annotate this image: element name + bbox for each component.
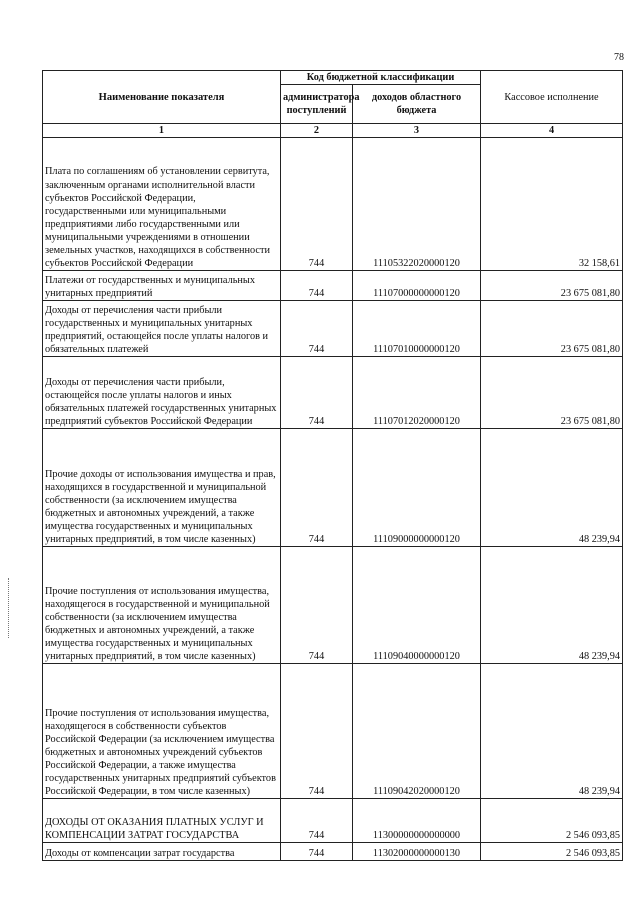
row-name: Плата по соглашениям об установлении сервитута, заключенным органами исполнительной власти субъектов Российской Федерации, государственными или муниципальными предприятиями либо государственными или муниципальными учреждениями в отношении земельных участков, находящихся в собственности субъектов Российской Федерации xyxy=(43,138,281,271)
row-name: Платежи от государственных и муниципальных унитарных предприятий xyxy=(43,271,281,301)
header-regional-budget-revenue: доходов областного бюджета xyxy=(353,85,481,124)
header-admin-of-revenue: администратора поступлений xyxy=(281,85,353,124)
page-number: 78 xyxy=(614,52,624,63)
column-number: 1 xyxy=(43,124,281,138)
row-admin-code: 744 xyxy=(281,664,353,799)
row-budget-code: 11107010000000120 xyxy=(353,301,481,357)
row-amount: 2 546 093,85 xyxy=(481,799,623,843)
row-amount: 23 675 081,80 xyxy=(481,357,623,429)
row-admin-code: 744 xyxy=(281,138,353,271)
column-number: 3 xyxy=(353,124,481,138)
column-number: 4 xyxy=(481,124,623,138)
row-name: Прочие поступления от использования имущества, находящегося в собственности субъектов Российской Федерации (за исключением имущества бюджетных и автономных учреждений субъектов Российской Федерации, а также имущества государственных унитарных предприятий субъектов Российской Федерации, в том числе казенных) xyxy=(43,664,281,799)
row-budget-code: 11105322020000120 xyxy=(353,138,481,271)
row-budget-code: 11300000000000000 xyxy=(353,799,481,843)
table-row xyxy=(43,301,623,357)
row-amount: 32 158,61 xyxy=(481,138,623,271)
row-amount: 48 239,94 xyxy=(481,429,623,547)
table-row xyxy=(43,547,623,664)
budget-revenue-table xyxy=(42,70,623,861)
column-number-row xyxy=(43,124,623,138)
row-admin-code: 744 xyxy=(281,843,353,861)
row-budget-code: 11107012020000120 xyxy=(353,357,481,429)
table-row xyxy=(43,843,623,861)
row-admin-code: 744 xyxy=(281,547,353,664)
column-number: 2 xyxy=(281,124,353,138)
row-budget-code: 11107000000000120 xyxy=(353,271,481,301)
table-row xyxy=(43,271,623,301)
row-admin-code: 744 xyxy=(281,301,353,357)
row-name: Прочие доходы от использования имущества и прав, находящихся в государственной и муниципальной собственности (за исключением имущества бюджетных и автономных учреждений, а также имущества государственных и муниципальных унитарных предприятий, в том числе казенных) xyxy=(43,429,281,547)
header-cash-execution: Кассовое исполнение xyxy=(481,71,623,124)
row-admin-code: 744 xyxy=(281,429,353,547)
table-row xyxy=(43,799,623,843)
header-classification-code: Код бюджетной классификации xyxy=(281,71,481,85)
row-budget-code: 11109040000000120 xyxy=(353,547,481,664)
row-name: Доходы от перечисления части прибыли государственных и муниципальных унитарных предприятий, остающейся после уплаты налогов и обязательных платежей xyxy=(43,301,281,357)
row-amount: 48 239,94 xyxy=(481,664,623,799)
row-amount: 23 675 081,80 xyxy=(481,271,623,301)
table-row xyxy=(43,664,623,799)
row-amount: 2 546 093,85 xyxy=(481,843,623,861)
header-indicator-name: Наименование показателя xyxy=(43,71,281,124)
row-admin-code: 744 xyxy=(281,357,353,429)
row-name: Прочие поступления от использования имущества, находящегося в государственной и муниципальной собственности (за исключением имущества бюджетных и автономных учреждений, а также имущества государственных и муниципальных унитарных предприятий, в том числе казенных) xyxy=(43,547,281,664)
row-budget-code: 11109042020000120 xyxy=(353,664,481,799)
table-row xyxy=(43,357,623,429)
row-budget-code: 11302000000000130 xyxy=(353,843,481,861)
row-admin-code: 744 xyxy=(281,271,353,301)
scan-margin-mark xyxy=(8,578,11,638)
row-amount: 23 675 081,80 xyxy=(481,301,623,357)
row-name: ДОХОДЫ ОТ ОКАЗАНИЯ ПЛАТНЫХ УСЛУГ И КОМПЕНСАЦИИ ЗАТРАТ ГОСУДАРСТВА xyxy=(43,799,281,843)
row-name: Доходы от перечисления части прибыли, остающейся после уплаты налогов и иных обязательных платежей государственных унитарных предприятий субъектов Российской Федерации xyxy=(43,357,281,429)
table-row xyxy=(43,429,623,547)
table-row xyxy=(43,138,623,271)
row-name: Доходы от компенсации затрат государства xyxy=(43,843,281,861)
row-amount: 48 239,94 xyxy=(481,547,623,664)
row-admin-code: 744 xyxy=(281,799,353,843)
row-budget-code: 11109000000000120 xyxy=(353,429,481,547)
